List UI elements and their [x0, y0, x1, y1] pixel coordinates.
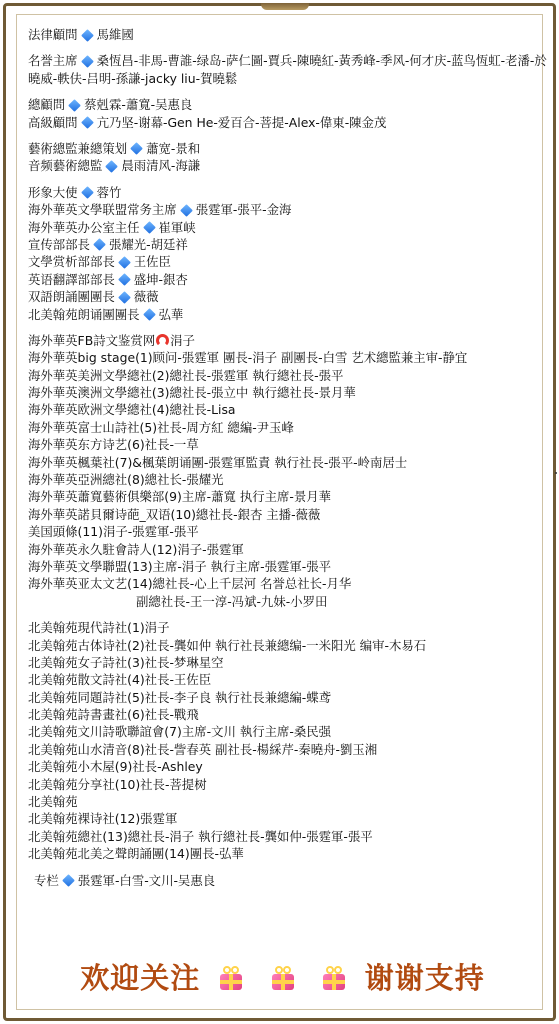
hanyuan-line: 北美翰苑女子詩社(3)社長-梦琳星空	[28, 654, 224, 670]
role-label: 海外華英文學联盟常务主席	[28, 202, 177, 218]
spacer	[28, 131, 548, 140]
roster-line-translation	[28, 271, 548, 288]
diamond-icon	[62, 874, 75, 887]
society-line: 美国頭條(11)涓子-張霆軍-張平	[28, 524, 199, 540]
roster-line-audio-director	[28, 157, 548, 174]
hanyuan-line: 北美翰苑分享社(10)社長-菩提树	[28, 776, 207, 792]
role-names: 馬維國	[96, 27, 134, 42]
role-label: 總顧問	[28, 97, 66, 113]
role-names: 蔡剋霖-蕭寬-吴惠良	[84, 97, 193, 113]
roster-line-bilingual-recitation	[28, 288, 548, 305]
role-names: 張耀光-胡廷祥	[108, 236, 188, 252]
hanyuan-line: 北美翰苑北美之聲朗誦團(14)團長-弘華	[28, 846, 244, 862]
roster-line-honorary	[28, 52, 548, 87]
hanyuan-line: 北美翰苑詩書畫社(6)社長-戰飛	[28, 707, 199, 723]
roster-line-publicity	[28, 236, 548, 253]
role-label: 北美翰苑朗诵團團長	[28, 306, 140, 322]
hanyuan-line: 北美翰苑現代詩社(1)涓子	[28, 620, 170, 636]
role-label: 海外華英FB詩文鉴赏网	[28, 332, 156, 348]
society-line: 海外華英蕭寬藝術俱樂部(9)主席-蕭寬 执行主席-景月華	[28, 489, 332, 505]
role-names: 崔軍峡	[158, 219, 196, 235]
roster-line-column	[28, 872, 548, 889]
society-line: 海外華英楓葉社(7)&楓葉朗诵團-張霆軍監責 執行社長-張平-岭南居士	[28, 454, 408, 470]
role-label: 高級顧問	[28, 114, 78, 130]
role-names: 王佐臣	[133, 254, 171, 270]
gift-heart-icon	[320, 965, 348, 991]
role-names: 張霆軍-張平-金海	[195, 202, 292, 218]
spacer	[28, 87, 548, 96]
roster-line-executive-chair	[28, 201, 548, 218]
society-line: 海外華英东方诗艺(6)社長-一草	[28, 437, 199, 453]
hanyuan-line: 北美翰苑	[28, 794, 78, 810]
page-frame	[3, 3, 556, 1021]
role-label: 法律顧問	[28, 27, 78, 42]
roster-line-legal	[28, 26, 548, 43]
footer-banner	[6, 956, 559, 997]
footer-follow-text: 欢迎关注	[80, 961, 201, 995]
society-line: 海外華英亚太文艺(14)總社長-心上千层河 名誉总社长-月华	[28, 576, 352, 592]
diamond-icon	[143, 308, 156, 321]
roster-line-fb-network	[28, 332, 548, 349]
role-names: 晨雨清风-海謙	[121, 158, 201, 174]
diamond-icon	[81, 116, 94, 129]
roster-list	[28, 26, 548, 889]
footer-thanks-text: 谢谢支持	[364, 961, 485, 995]
role-label: 海外華英办公室主任	[28, 219, 140, 235]
society-line: 海外華英美洲文學總社(2)總社長-張霆軍 執行總社長-張平	[28, 367, 344, 383]
role-label: 音频藝術總監	[28, 158, 103, 174]
role-names: 亢乃坚-谢幕-Gen He-爱百合-菩提-Alex-偉東-陳金茂	[96, 114, 387, 130]
role-label: 双語朗誦團團長	[28, 289, 115, 305]
roster-line-senior-advisor	[28, 114, 548, 131]
diamond-icon	[180, 204, 193, 217]
hanyuan-line: 北美翰苑裸诗社(12)張霆軍	[28, 811, 178, 827]
stray-dot	[555, 472, 557, 474]
role-label: 名誉主席	[28, 53, 78, 69]
spacer	[28, 323, 548, 332]
society-line: 海外華英欧洲文學總社(4)總社長-Lisa	[28, 402, 236, 418]
role-names: 張霆軍-白雪-文川-吴惠良	[77, 872, 216, 888]
role-names: 涓子	[170, 332, 195, 348]
diamond-icon	[81, 186, 94, 199]
society-line: 海外華英澳洲文學總社(3)總社長-張立中 執行總社長-景月華	[28, 385, 356, 401]
society-line: 海外華英永久駐會詩人(12)涓子-張霆軍	[28, 541, 244, 557]
role-names: 蕭宽-景和	[146, 140, 201, 156]
diamond-icon	[81, 55, 94, 68]
role-label: 藝術總監兼總策划	[28, 140, 128, 156]
spacer	[28, 863, 548, 872]
red-ring-icon	[156, 334, 169, 347]
society-line: 海外華英亞洲總社(8)總社长-張耀光	[28, 472, 224, 488]
roster-line-general-advisor	[28, 96, 548, 113]
role-names: 盛坤-銀杏	[133, 271, 188, 287]
diamond-icon	[105, 160, 118, 173]
role-names: 弘華	[158, 306, 184, 322]
role-names: 桑恆昌-非馬-曹誰-绿岛-萨仁圖-賈兵-陳曉紅-黃秀峰-季风-何才庆-蓝鸟恆虹-老潘-於曉威-軼伕-吕明-孫謙-jacky liu-賀曉鬆	[28, 53, 547, 86]
gift-heart-icon	[269, 965, 297, 991]
diamond-icon	[130, 143, 143, 156]
roster-line-art-director	[28, 140, 548, 157]
spacer	[28, 175, 548, 184]
role-label: 形象大使	[28, 184, 78, 200]
hanyuan-line: 北美翰苑小木屋(9)社長-Ashley	[28, 759, 203, 775]
hanyuan-line: 北美翰苑山水清音(8)社長-訾春英 副社長-楊綵芹-秦曉舟-劉玉湘	[28, 741, 378, 757]
diamond-icon	[118, 256, 131, 269]
roster-line-hanyuan-recitation	[28, 306, 548, 323]
hanyuan-line: 北美翰苑總社(13)總社長-涓子 執行總社長-龔如仲-張霆軍-張平	[28, 828, 373, 844]
society-line: 海外華英富士山詩社(5)社長-周方紅 總編-尹玉峰	[28, 419, 294, 435]
spacer	[28, 43, 548, 52]
diamond-icon	[118, 291, 131, 304]
diamond-icon	[93, 239, 106, 252]
hanyuan-line: 北美翰苑文川詩歌聯誼會(7)主席-文川 執行主席-桑民强	[28, 724, 332, 740]
society-line-continuation: 副總社長-王一淳-冯斌-九妹-小罗田	[136, 593, 328, 609]
hanyuan-line: 北美翰苑古体诗社(2)社長-龔如仲 執行社長兼總编-一米阳光 编审-木易石	[28, 637, 427, 653]
role-label: 英语翻譯部部長	[28, 271, 115, 287]
role-names: 薇薇	[133, 289, 159, 305]
role-label: 宣传部部長	[28, 236, 90, 252]
diamond-icon	[143, 221, 156, 234]
diamond-icon	[81, 29, 94, 42]
diamond-icon	[118, 273, 131, 286]
society-line: 海外華英big stage(1)顾问-張霆軍 團長-涓子 副團長-白雪 艺术總監兼主审-静宜	[28, 350, 468, 366]
roster-line-office-director	[28, 219, 548, 236]
society-line: 海外華英諾貝爾诗葩_双语(10)總社長-銀杏 主播-薇薇	[28, 506, 321, 522]
frame-ornament	[261, 3, 309, 10]
society-line: 海外華英文學聯盟(13)主席-涓子 執行主席-張霆軍-張平	[28, 558, 331, 574]
hanyuan-line: 北美翰苑同題詩社(5)社長-李子良 執行社長兼總編-蝶鸢	[28, 689, 332, 705]
role-label: 专栏	[34, 872, 59, 888]
gift-heart-icon	[217, 965, 245, 991]
spacer	[28, 610, 548, 619]
roster-line-literary-review	[28, 253, 548, 270]
hanyuan-line: 北美翰苑散文詩社(4)社長-王佐臣	[28, 672, 212, 688]
role-label: 文學赏析部部長	[28, 254, 115, 270]
roster-line-ambassador	[28, 184, 548, 201]
role-names: 蓉竹	[96, 184, 122, 200]
diamond-icon	[68, 99, 81, 112]
